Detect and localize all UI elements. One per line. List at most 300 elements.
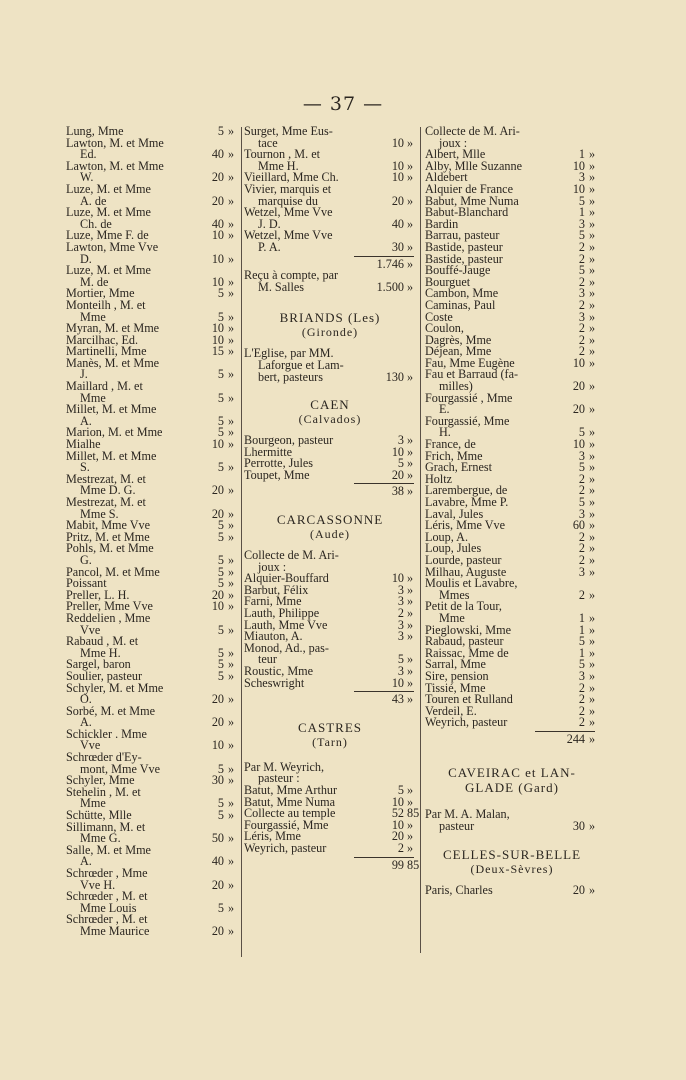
entry-name: Vieillard, Mme Ch. [244,170,339,185]
entry-cents: » [407,170,414,185]
entry-name: Vve [80,738,101,753]
entry-name: Sillimann, M. et [66,819,146,834]
entry-name: Barbut, Félix [244,582,309,597]
section-subtitle-carcassonne: (Aude) [310,527,350,542]
list-carcassonne [244,550,416,689]
list-item [66,923,238,938]
entry-cents: » [407,484,414,499]
entry-name: Petit de la Tour, [425,599,502,614]
list-item [66,448,238,463]
entry-name: Caminas, Paul [425,297,496,312]
entry-name: Tissié, Mme [425,680,486,695]
entry-name: Monteilh , M. et [66,297,146,312]
entry-name: Sarral, Mme [425,657,486,672]
entry-cents: » [228,124,235,138]
entry-name: Mme [80,390,106,405]
entry-cents: 85 [407,857,420,872]
entry-cents: » [407,433,414,448]
entry-cents: » [589,564,596,579]
entry-amount: 5 [397,652,404,667]
entry-name: Babut-Blanchard [425,205,509,220]
entry-name: Collecte de M. Ari- [244,548,339,563]
entry-name: Mme [80,309,106,324]
entry-cents: » [407,829,414,844]
entry-cents: » [407,817,414,832]
section-title-caveirac: CAVEIRAC et LAN- [448,765,576,781]
entry-cents: » [589,239,596,254]
entry-name: Lauth, Philippe [244,606,320,621]
entry-cents: » [589,668,596,683]
entry-amount: 1 [578,622,585,637]
entry-amount: 10 [391,158,404,173]
entry-amount: 3 [578,216,585,231]
entry-amount: 5 [217,309,224,324]
entry-name: tace [258,135,278,150]
entry-amount: 5 [397,456,404,471]
entry-amount: 2 [578,332,585,347]
list-item [244,675,416,690]
entry-cents: » [407,571,414,586]
entry-name: Maillard , M. et [66,379,143,394]
entry-cents: » [589,205,596,220]
entry-name: Touren et Rulland [425,692,513,707]
entry-name: marquise du [258,193,318,208]
entry-amount: 20 [211,877,224,892]
entry-cents: » [228,506,235,521]
entry-name: Lawton, M. et Mme [66,135,164,150]
entry-name: Collecte de M. Ari- [425,124,520,138]
entry-amount: 244 [566,731,585,746]
entry-amount: 5 [217,900,224,915]
entry-amount: 130 [385,369,404,384]
entry-cents: » [589,483,596,498]
entry-amount: 5 [578,495,585,509]
entry-name: France, de [425,437,476,452]
entry-amount: 5 [217,518,224,533]
entry-name: Martinelli, Mme [66,344,147,359]
list-item [425,821,599,833]
entry-cents: » [228,332,235,347]
entry-name: Bastide, pasteur [425,251,503,266]
entry-name: Scheswright [244,675,305,690]
entry-amount: 3 [397,664,404,678]
entry-amount: 2 [578,529,585,544]
entry-cents: » [589,882,596,897]
list-b [244,270,416,293]
entry-name: P. A. [258,239,281,254]
entry-name: Luze, M. et Mme [66,181,151,196]
entry-name: Millet, M. et Mme [66,402,157,417]
entry-cents: » [407,692,414,707]
entry-name: Lavabre, Mme P. [425,495,509,509]
entry-name: Frich, Mme [425,448,483,463]
entry-name: Mme Louis [80,900,137,915]
entry-cents: » [589,193,596,208]
entry-name: Batut, Mme Numa [244,794,336,809]
entry-cents: » [228,576,235,591]
entry-name: Pieglowski, Mme [425,622,511,637]
list-item [244,840,416,855]
total-castres [244,857,420,872]
entry-amount: 3 [578,448,585,463]
entry-cents: » [228,518,235,533]
entry-amount: 2 [578,552,585,567]
entry-amount: 5 [578,263,585,278]
entry-name: Weyrich, pasteur [244,840,327,855]
entry-name: Vve H. [80,877,116,892]
entry-amount: 20 [211,692,224,707]
entry-cents: » [228,147,235,162]
entry-cents: » [589,263,596,278]
total-rule [354,691,414,692]
entry-name: Mme S. [80,506,119,521]
entry-amount: 20 [391,467,404,482]
entry-cents: » [228,483,235,498]
entry-amount: 20 [211,923,224,938]
list-castres [244,759,420,855]
entry-cents: » [589,402,596,417]
entry-cents: » [589,715,596,730]
entry-cents: » [589,680,596,695]
list-item [244,467,416,482]
entry-cents: » [407,840,414,855]
entry-name: Mmes [439,587,470,602]
entry-name: Rabaud , M. et [66,634,139,649]
entry-cents: » [228,599,235,614]
entry-cents: » [228,645,235,660]
entry-cents: » [407,444,414,459]
total-rule [354,857,414,858]
entry-name: Par M. A. Malan, [425,807,510,822]
entry-name: Mestrezat, M. et [66,471,146,486]
entry-name: pasteur : [258,771,300,786]
section-title-castres: CASTRES [297,719,363,735]
entry-name: Raissac, Mme de [425,645,509,660]
entry-name: Albert, Mlle [425,147,486,162]
entry-cents: » [228,460,235,475]
entry-amount: 2 [578,715,585,730]
entry-cents: » [589,332,596,347]
entry-cents: » [407,782,414,797]
entry-amount: 3 [578,286,585,301]
entry-name: Weyrich, pasteur [425,715,508,730]
entry-cents: » [228,715,235,730]
entry-amount: 10 [572,158,585,173]
entry-amount: 3 [397,629,404,644]
entry-name: Schyler, M. et Mme [66,680,164,695]
entry-name: Moulis et Lavabre, [425,576,518,591]
entry-amount: 10 [572,437,585,452]
entry-name: Par M. Weyrich, [244,759,325,774]
list-item [66,355,238,370]
entry-amount: 2 [578,483,585,498]
entry-amount: 2 [578,703,585,718]
entry-name: Bourgeon, pasteur [244,433,334,448]
entry-name: Schyler, Mme [66,773,135,788]
entry-cents: » [407,193,414,208]
entry-name: Barrau, pasteur [425,228,500,243]
entry-cents: » [228,761,235,776]
entry-name: Luze, Mme F. de [66,228,149,243]
entry-amount: 5 [578,228,585,243]
entry-amount: 2 [578,239,585,254]
entry-amount: 3 [397,433,404,448]
entry-amount: 1 [578,610,585,625]
entry-amount: 52 [391,806,404,821]
entry-name: Alquier-Bouffard [244,571,329,586]
entry-cents: » [228,286,235,301]
entry-amount: 2 [578,274,585,289]
entry-name: Mme G. [80,831,121,846]
entry-name: Mme Maurice [80,923,150,938]
entry-amount: 20 [391,193,404,208]
entry-name: A. de [80,193,107,208]
entry-cents: » [407,456,414,471]
entry-cents: » [407,629,414,644]
entry-amount: 30 [211,773,224,788]
entry-name: Wetzel, Mme Vve [244,205,333,220]
entry-name: Ch. de [80,216,112,231]
list-item [425,717,599,729]
entry-cents: » [589,437,596,452]
entry-name: Myran, M. et Mme [66,321,160,336]
entry-amount: 3 [578,170,585,185]
entry-cents: » [228,587,235,602]
entry-amount: 5 [217,645,224,660]
entry-cents: » [407,369,414,384]
section-title-briands: BRIANDS (Les) [279,310,381,326]
entry-name: Coste [425,309,453,324]
entry-cents: » [589,228,596,243]
list-item [425,882,599,897]
entry-amount: 3 [578,309,585,324]
entry-name: Rabaud, pasteur [425,634,504,649]
entry-name: Sire, pension [425,668,489,683]
entry-amount: 60 [572,518,585,533]
entry-cents: » [228,344,235,359]
entry-cents: » [589,587,596,602]
entry-amount: 5 [217,552,224,567]
entry-name: Schrœder , Mme [66,866,148,880]
entry-name: Schütte, Mlle [66,808,132,823]
column-divider-right [420,127,421,953]
entry-name: Toupet, Mme [244,467,310,482]
entry-name: Bardin [425,216,459,231]
section-title-carcassonne: CARCASSONNE [276,512,384,528]
entry-amount: 20 [211,170,224,185]
entry-amount: 5 [217,367,224,382]
entry-name: Surget, Mme Eus- [244,124,333,138]
entry-cents: » [228,274,235,289]
entry-amount: 10 [211,321,224,336]
entry-amount: 5 [578,425,585,440]
entry-cents: » [228,251,235,266]
entry-cents: » [228,622,235,637]
entry-name: Lawton, M. et Mme [66,158,164,173]
list-caen [244,435,416,481]
entry-name: Babut, Mme Numa [425,193,519,208]
entry-name: Léris, Mme [244,829,301,844]
entry-name: Marion, M. et Mme [66,425,163,440]
entry-amount: 30 [391,239,404,254]
column-1 [66,126,238,938]
entry-amount: 5 [217,808,224,823]
entry-amount: 20 [572,882,585,897]
entry-cents: » [407,652,414,667]
entry-name: Bastide, pasteur [425,239,503,254]
entry-amount: 1.500 [376,279,404,294]
list-item [244,486,416,498]
entry-cents: » [407,279,414,294]
entry-name: W. [80,170,94,185]
entry-name: Preller, Mme Vve [66,599,153,614]
entry-amount: 5 [397,782,404,797]
list-item [244,369,416,384]
entry-name: G. [80,552,92,567]
entry-cents: » [228,425,235,440]
entry-name: Reddelien , Mme [66,610,151,625]
entry-amount: 20 [211,715,224,730]
entry-name: Léris, Mme Vve [425,518,505,533]
total-carcassonne [244,694,416,706]
entry-cents: » [228,413,235,428]
entry-amount: 2 [578,587,585,602]
entry-name: Miauton, A. [244,629,303,644]
entry-name: Manès, M. et Mme [66,355,160,370]
column-divider-left [241,127,242,957]
entry-amount: 10 [211,738,224,753]
entry-amount: 10 [211,251,224,266]
entry-amount: 2 [397,840,404,855]
entry-name: Ed. [80,147,97,162]
entry-amount: 10 [211,332,224,347]
entry-amount: 20 [211,193,224,208]
entry-name: Schrœder , M. et [66,912,148,927]
entry-name: Lung, Mme [66,124,124,138]
entry-name: Tournon , M. et [244,147,320,162]
entry-cents: » [589,529,596,544]
column-3 [425,126,599,896]
entry-amount: 5 [578,193,585,208]
entry-name: Vivier, marquis et [244,181,332,196]
entry-cents: » [589,541,596,556]
entry-name: Bourguet [425,274,471,289]
entry-cents: » [589,819,596,834]
entry-amount: 1 [578,147,585,162]
entry-name: Mme [439,610,465,625]
entry-cents: » [228,877,235,892]
entry-name: Roustic, Mme [244,664,314,678]
entry-cents: » [589,460,596,475]
entry-cents: » [228,529,235,544]
entry-amount: 5 [217,460,224,475]
entry-name: Reçu à compte, par [244,268,339,283]
entry-name: Perrotte, Jules [244,456,314,471]
entry-cents: » [589,518,596,533]
total-caen [244,486,416,498]
entry-name: Fau, Mme Eugène [425,355,515,370]
entry-cents: » [589,622,596,637]
entry-name: Déjean, Mme [425,344,492,359]
total-rule [535,731,595,732]
entry-cents: » [589,355,596,370]
entry-amount: 5 [217,622,224,637]
entry-name: Milhau, Auguste [425,564,507,579]
entry-cents: » [589,158,596,173]
entry-name: Monod, Ad., pas- [244,640,329,655]
entry-cents: » [407,675,414,690]
entry-cents: » [589,610,596,625]
entry-name: Lourde, pasteur [425,552,502,567]
entry-cents: » [407,158,414,173]
entry-name: Laval, Jules [425,506,484,521]
entry-name: Coulon, [425,321,464,336]
entry-cents: » [228,216,235,231]
entry-name: D. [80,251,92,266]
entry-name: E. [439,402,450,417]
entry-name: Alquier de France [425,181,513,196]
entry-name: Mme [80,796,106,811]
entry-cents: » [589,692,596,707]
entry-name: Laforgue et Lam- [258,357,344,372]
entry-amount: 5 [217,796,224,811]
entry-amount: 5 [217,564,224,579]
entry-cents: » [228,564,235,579]
list-item [425,731,599,746]
entry-cents: » [589,147,596,162]
entry-name: Bouffé-Jauge [425,263,491,278]
entry-name: A. [80,413,92,428]
entry-amount: 50 [211,831,224,846]
entry-cents: » [228,738,235,753]
entry-cents: » [589,216,596,231]
entry-name: Salle, M. et Mme [66,842,151,857]
entry-name: Luze, M. et Mme [66,263,151,278]
entry-cents: » [407,664,414,678]
entry-cents: » [589,448,596,463]
entry-amount: 10 [391,135,404,150]
entry-cents: » [589,471,596,486]
entry-name: Luze, M. et Mme [66,205,151,220]
entry-amount: 10 [572,355,585,370]
entry-cents: » [589,379,596,394]
entry-amount: 10 [211,437,224,452]
entry-cents: » [407,256,414,271]
entry-amount: 5 [217,286,224,301]
entry-amount: 2 [578,680,585,695]
entry-name: Lauth, Mme Vve [244,617,328,632]
entry-amount: 20 [211,506,224,521]
entry-amount: 2 [578,541,585,556]
entry-name: bert, pasteurs [258,369,323,384]
entry-amount: 20 [572,379,585,394]
entry-amount: 1.746 [376,256,404,271]
entry-cents: » [228,552,235,567]
entry-name: Loup, Jules [425,541,482,556]
entry-cents: » [228,170,235,185]
entry-name: Farni, Mme [244,594,302,609]
list-item [244,279,416,294]
entry-cents: » [589,309,596,324]
entry-amount: 2 [578,297,585,312]
entry-name: M. Salles [258,279,305,294]
entry-name: Mortier, Mme [66,286,135,301]
entry-name: Lawton, Mme Vve [66,239,159,254]
list-celles [425,882,599,897]
entry-amount: 10 [211,228,224,243]
entry-name: Fau et Barraud (fa- [425,367,519,382]
entry-name: O. [80,692,92,707]
